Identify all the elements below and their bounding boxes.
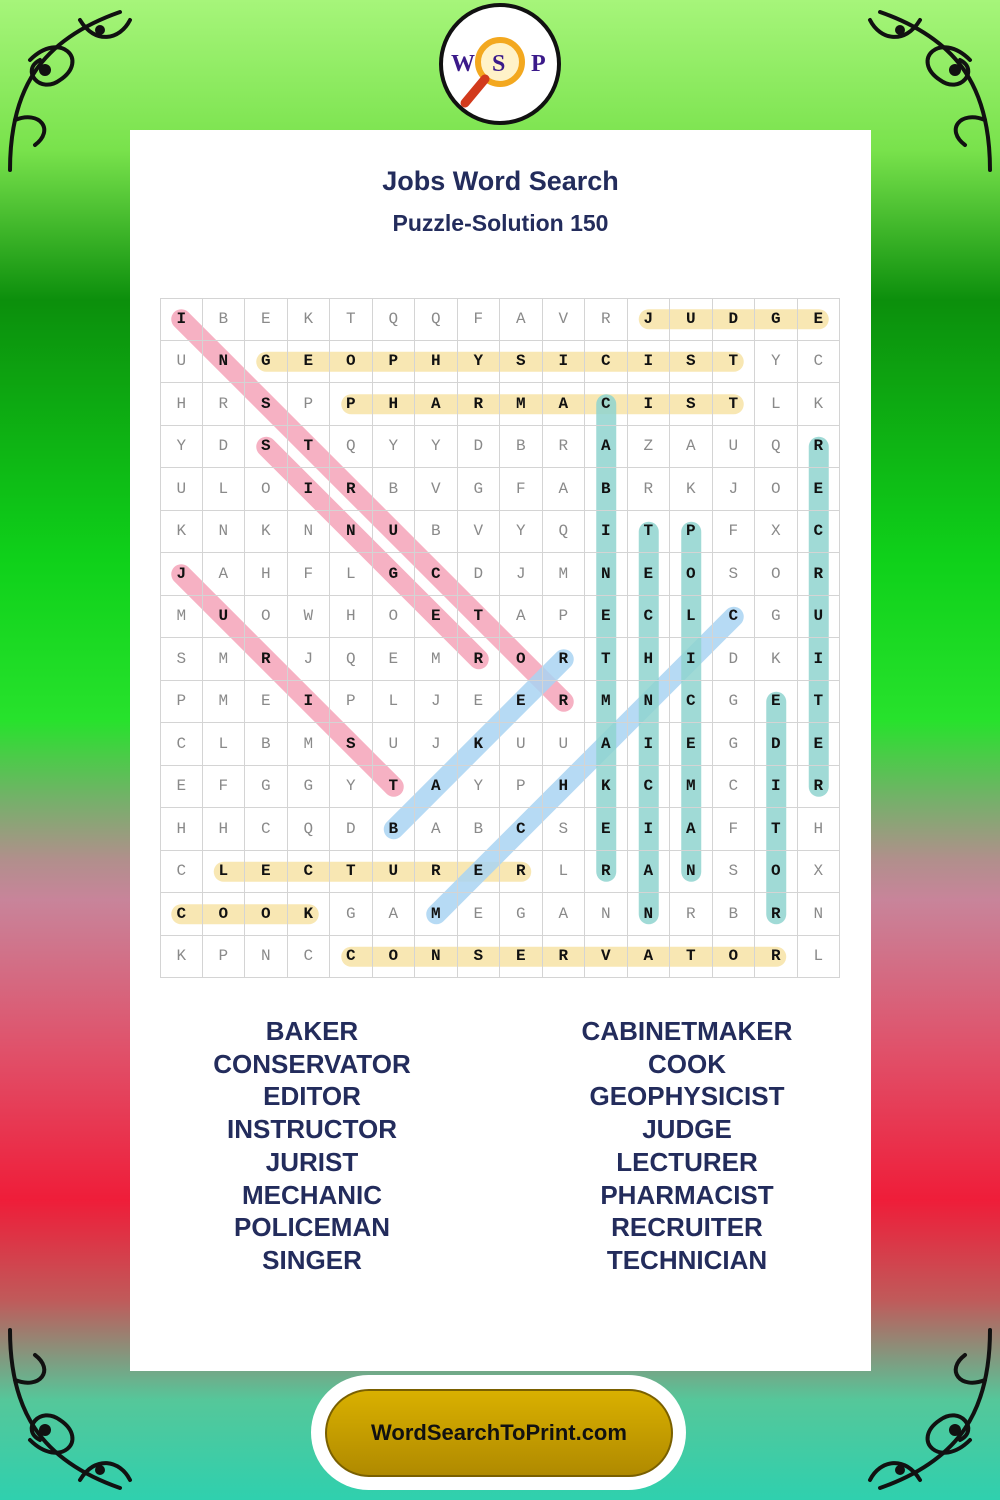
grid-cell: R bbox=[755, 936, 798, 979]
grid-cell: Y bbox=[373, 426, 416, 469]
grid-cell: H bbox=[160, 808, 203, 851]
grid-cell: A bbox=[670, 808, 713, 851]
grid-cell: R bbox=[415, 851, 458, 894]
grid-cell: O bbox=[755, 553, 798, 596]
grid-cell: I bbox=[543, 341, 586, 384]
grid-cell: O bbox=[755, 851, 798, 894]
grid-cell: O bbox=[670, 553, 713, 596]
grid-cell: A bbox=[415, 766, 458, 809]
grid-cell: M bbox=[585, 681, 628, 724]
grid-cell: Q bbox=[755, 426, 798, 469]
grid-cell: H bbox=[628, 638, 671, 681]
grid-cell: J bbox=[288, 638, 331, 681]
grid-cell: G bbox=[713, 681, 756, 724]
grid-cell: F bbox=[500, 468, 543, 511]
puzzle-card bbox=[130, 130, 871, 1371]
grid-cell: K bbox=[670, 468, 713, 511]
grid-cell: X bbox=[798, 851, 841, 894]
grid-cell: M bbox=[415, 638, 458, 681]
grid-cell: V bbox=[415, 468, 458, 511]
grid-cell: N bbox=[203, 341, 246, 384]
grid-cell: Q bbox=[543, 511, 586, 554]
grid-cell: L bbox=[755, 383, 798, 426]
grid-cell: T bbox=[288, 426, 331, 469]
word-list-item: CONSERVATOR bbox=[213, 1048, 411, 1079]
grid-cell: V bbox=[458, 511, 501, 554]
grid-cell: L bbox=[670, 596, 713, 639]
grid-cell: L bbox=[330, 553, 373, 596]
grid-cell: A bbox=[543, 383, 586, 426]
grid-cell: U bbox=[500, 723, 543, 766]
grid-cell: M bbox=[500, 383, 543, 426]
site-logo[interactable] bbox=[439, 3, 561, 125]
word-list-item: LECTURER bbox=[616, 1146, 758, 1177]
grid-cell: T bbox=[373, 766, 416, 809]
grid-cell: L bbox=[798, 936, 841, 979]
grid-cell: A bbox=[670, 426, 713, 469]
grid-cell: A bbox=[585, 426, 628, 469]
grid-cell: S bbox=[330, 723, 373, 766]
grid-cell: C bbox=[798, 511, 841, 554]
grid-cell: E bbox=[798, 468, 841, 511]
page-subtitle: Puzzle-Solution 150 bbox=[392, 210, 609, 236]
grid-cell: G bbox=[755, 596, 798, 639]
grid-cell: E bbox=[288, 341, 331, 384]
grid-cell: H bbox=[245, 553, 288, 596]
grid-cell: A bbox=[628, 851, 671, 894]
grid-cell: R bbox=[458, 638, 501, 681]
grid-cell: N bbox=[288, 511, 331, 554]
grid-cell: A bbox=[373, 893, 416, 936]
grid-cell: Y bbox=[500, 511, 543, 554]
grid-cell: I bbox=[585, 511, 628, 554]
word-list bbox=[130, 1015, 871, 1285]
site-link-button[interactable]: WordSearchToPrint.com bbox=[325, 1389, 673, 1477]
grid-cell: L bbox=[203, 468, 246, 511]
grid-cell: H bbox=[330, 596, 373, 639]
grid-cell: R bbox=[670, 893, 713, 936]
grid-cell: N bbox=[628, 681, 671, 724]
grid-cell: I bbox=[755, 766, 798, 809]
grid-cell: L bbox=[203, 723, 246, 766]
word-list-item: COOK bbox=[648, 1048, 726, 1079]
grid-cell: D bbox=[203, 426, 246, 469]
grid-cell: I bbox=[628, 723, 671, 766]
grid-cell: B bbox=[585, 468, 628, 511]
grid-cell: C bbox=[160, 893, 203, 936]
logo-letter-p: P bbox=[531, 51, 546, 77]
word-grid bbox=[160, 298, 840, 978]
grid-cell: O bbox=[713, 936, 756, 979]
grid-cell: E bbox=[245, 681, 288, 724]
grid-cell: G bbox=[755, 298, 798, 341]
grid-cell: A bbox=[585, 723, 628, 766]
grid-cell: C bbox=[288, 936, 331, 979]
grid-cell: B bbox=[245, 723, 288, 766]
grid-cell: C bbox=[160, 723, 203, 766]
grid-cell: S bbox=[713, 553, 756, 596]
grid-cell: F bbox=[713, 808, 756, 851]
grid-cell: H bbox=[415, 341, 458, 384]
grid-cell: A bbox=[543, 468, 586, 511]
word-list-item: SINGER bbox=[262, 1244, 362, 1275]
grid-cell: R bbox=[585, 851, 628, 894]
grid-cell: T bbox=[755, 808, 798, 851]
word-list-item: GEOPHYSICIST bbox=[589, 1081, 785, 1112]
grid-cell: C bbox=[288, 851, 331, 894]
grid-cell: C bbox=[798, 341, 841, 384]
grid-cell: Q bbox=[373, 298, 416, 341]
grid-cell: H bbox=[543, 766, 586, 809]
grid-cell: L bbox=[203, 851, 246, 894]
grid-cell: C bbox=[330, 936, 373, 979]
grid-cell: Y bbox=[330, 766, 373, 809]
grid-cell: J bbox=[415, 681, 458, 724]
grid-cell: A bbox=[500, 298, 543, 341]
grid-cell: R bbox=[543, 681, 586, 724]
grid-cell: K bbox=[160, 936, 203, 979]
grid-cell: C bbox=[585, 341, 628, 384]
grid-cell: C bbox=[585, 383, 628, 426]
word-list-item: POLICEMAN bbox=[234, 1212, 390, 1243]
grid-cell: S bbox=[160, 638, 203, 681]
grid-cell: Y bbox=[160, 426, 203, 469]
grid-cell: I bbox=[628, 808, 671, 851]
grid-cell: O bbox=[245, 893, 288, 936]
grid-cell: K bbox=[288, 298, 331, 341]
grid-cell: N bbox=[585, 893, 628, 936]
grid-cell: E bbox=[628, 553, 671, 596]
grid-cell: U bbox=[203, 596, 246, 639]
word-list-item: JUDGE bbox=[642, 1114, 732, 1145]
grid-cell: S bbox=[458, 936, 501, 979]
grid-cell: E bbox=[585, 808, 628, 851]
grid-cell: E bbox=[755, 681, 798, 724]
grid-cell: R bbox=[500, 851, 543, 894]
grid-cell: S bbox=[500, 341, 543, 384]
grid-cell: H bbox=[203, 808, 246, 851]
grid-cell: J bbox=[160, 553, 203, 596]
grid-cell: C bbox=[713, 766, 756, 809]
grid-cell: E bbox=[585, 596, 628, 639]
grid-cell: P bbox=[543, 596, 586, 639]
grid-cell: Q bbox=[415, 298, 458, 341]
grid-cell: I bbox=[798, 638, 841, 681]
grid-cell: B bbox=[203, 298, 246, 341]
grid-cell: D bbox=[713, 638, 756, 681]
grid-cell: D bbox=[458, 426, 501, 469]
grid-cell: R bbox=[798, 426, 841, 469]
grid-cell: R bbox=[203, 383, 246, 426]
grid-cell: B bbox=[373, 808, 416, 851]
grid-cell: Q bbox=[288, 808, 331, 851]
grid-cell: I bbox=[670, 638, 713, 681]
grid-cell: C bbox=[713, 596, 756, 639]
grid-cell: J bbox=[713, 468, 756, 511]
grid-cell: N bbox=[330, 511, 373, 554]
grid-cell: R bbox=[543, 426, 586, 469]
word-list-item: EDITOR bbox=[263, 1081, 361, 1112]
grid-cell: K bbox=[245, 511, 288, 554]
grid-cell: R bbox=[245, 638, 288, 681]
grid-cell: H bbox=[160, 383, 203, 426]
grid-cell: A bbox=[415, 383, 458, 426]
grid-cell: U bbox=[373, 723, 416, 766]
grid-cell: M bbox=[203, 681, 246, 724]
grid-cell: B bbox=[713, 893, 756, 936]
grid-cell: V bbox=[585, 936, 628, 979]
grid-cell: M bbox=[543, 553, 586, 596]
grid-cell: C bbox=[628, 596, 671, 639]
grid-cell: I bbox=[288, 468, 331, 511]
grid-cell: E bbox=[373, 638, 416, 681]
grid-cell: M bbox=[203, 638, 246, 681]
grid-cell: U bbox=[798, 596, 841, 639]
grid-cell: F bbox=[203, 766, 246, 809]
grid-cell: A bbox=[500, 596, 543, 639]
grid-cell: K bbox=[755, 638, 798, 681]
grid-cell: F bbox=[713, 511, 756, 554]
grid-cell: T bbox=[713, 383, 756, 426]
grid-cell: I bbox=[288, 681, 331, 724]
grid-cell: R bbox=[330, 468, 373, 511]
grid-cell: O bbox=[500, 638, 543, 681]
grid-cell: O bbox=[755, 468, 798, 511]
grid-cell: T bbox=[330, 851, 373, 894]
grid-cell: E bbox=[798, 298, 841, 341]
grid-cell: L bbox=[543, 851, 586, 894]
grid-cell: P bbox=[203, 936, 246, 979]
grid-cell: T bbox=[585, 638, 628, 681]
grid-cell: A bbox=[628, 936, 671, 979]
grid-cell: I bbox=[160, 298, 203, 341]
grid-cell: N bbox=[245, 936, 288, 979]
grid-cell: P bbox=[330, 383, 373, 426]
grid-cell: E bbox=[245, 851, 288, 894]
grid-cell: P bbox=[670, 511, 713, 554]
grid-cell: C bbox=[245, 808, 288, 851]
grid-cell: O bbox=[373, 596, 416, 639]
grid-cell: K bbox=[288, 893, 331, 936]
grid-cell: D bbox=[330, 808, 373, 851]
grid-cell: E bbox=[160, 766, 203, 809]
grid-cell: P bbox=[330, 681, 373, 724]
word-list-item: PHARMACIST bbox=[600, 1179, 774, 1210]
grid-cell: K bbox=[160, 511, 203, 554]
grid-cell: N bbox=[585, 553, 628, 596]
grid-cell: A bbox=[415, 808, 458, 851]
grid-cell: E bbox=[458, 851, 501, 894]
grid-cell: E bbox=[500, 936, 543, 979]
grid-cell: T bbox=[798, 681, 841, 724]
grid-cell: X bbox=[755, 511, 798, 554]
grid-cell: E bbox=[458, 681, 501, 724]
grid-cell: U bbox=[543, 723, 586, 766]
grid-cell: O bbox=[245, 468, 288, 511]
grid-cell: S bbox=[245, 383, 288, 426]
grid-cell: O bbox=[203, 893, 246, 936]
grid-cell: Y bbox=[458, 341, 501, 384]
grid-cell: C bbox=[160, 851, 203, 894]
grid-cell: R bbox=[458, 383, 501, 426]
grid-cell: Y bbox=[755, 341, 798, 384]
grid-cell: P bbox=[288, 383, 331, 426]
grid-cell: S bbox=[543, 808, 586, 851]
grid-cell: E bbox=[798, 723, 841, 766]
grid-cell: G bbox=[500, 893, 543, 936]
grid-cell: T bbox=[670, 936, 713, 979]
word-list-item: TECHNICIAN bbox=[606, 1244, 768, 1275]
grid-cell: J bbox=[415, 723, 458, 766]
grid-cell: E bbox=[670, 723, 713, 766]
grid-cell: S bbox=[670, 383, 713, 426]
grid-cell: E bbox=[500, 681, 543, 724]
grid-cell: C bbox=[415, 553, 458, 596]
grid-cell: J bbox=[500, 553, 543, 596]
grid-cell: G bbox=[245, 341, 288, 384]
grid-cell: R bbox=[543, 936, 586, 979]
grid-cell: K bbox=[585, 766, 628, 809]
grid-cell: M bbox=[288, 723, 331, 766]
grid-cell: K bbox=[458, 723, 501, 766]
grid-cell: N bbox=[203, 511, 246, 554]
grid-cell: Q bbox=[330, 426, 373, 469]
grid-cell: N bbox=[415, 936, 458, 979]
grid-cell: Y bbox=[415, 426, 458, 469]
grid-cell: C bbox=[500, 808, 543, 851]
grid-cell: R bbox=[798, 766, 841, 809]
word-list-item: JURIST bbox=[265, 1146, 359, 1177]
grid-cell: A bbox=[203, 553, 246, 596]
grid-cell: G bbox=[713, 723, 756, 766]
grid-cell: F bbox=[288, 553, 331, 596]
grid-cell: E bbox=[245, 298, 288, 341]
grid-cell: D bbox=[713, 298, 756, 341]
grid-cell: R bbox=[755, 893, 798, 936]
grid-cell: V bbox=[543, 298, 586, 341]
grid-cell: E bbox=[458, 893, 501, 936]
grid-cell: G bbox=[373, 553, 416, 596]
grid-cell: S bbox=[670, 341, 713, 384]
word-list-item: INSTRUCTOR bbox=[227, 1114, 397, 1145]
grid-cell: I bbox=[628, 383, 671, 426]
word-list-item: BAKER bbox=[265, 1016, 359, 1046]
grid-cell: N bbox=[628, 893, 671, 936]
grid-cell: P bbox=[500, 766, 543, 809]
grid-cell: B bbox=[373, 468, 416, 511]
grid-cell: T bbox=[713, 341, 756, 384]
grid-cell: Z bbox=[628, 426, 671, 469]
grid-cell: U bbox=[713, 426, 756, 469]
logo-letter-w: W bbox=[451, 51, 475, 77]
grid-cell: D bbox=[458, 553, 501, 596]
word-list-item: MECHANIC bbox=[241, 1179, 383, 1210]
grid-cell: E bbox=[415, 596, 458, 639]
grid-cell: O bbox=[330, 341, 373, 384]
grid-cell: L bbox=[373, 681, 416, 724]
grid-cell: M bbox=[160, 596, 203, 639]
grid-cell: B bbox=[500, 426, 543, 469]
grid-cell: H bbox=[798, 808, 841, 851]
grid-cell: G bbox=[288, 766, 331, 809]
grid-cell: S bbox=[713, 851, 756, 894]
word-list-left-column bbox=[127, 1015, 497, 1277]
grid-cell: N bbox=[798, 893, 841, 936]
grid-cell: D bbox=[755, 723, 798, 766]
grid-cell: P bbox=[160, 681, 203, 724]
grid-cell: W bbox=[288, 596, 331, 639]
grid-cell: U bbox=[670, 298, 713, 341]
grid-cell: N bbox=[670, 851, 713, 894]
grid-cell: R bbox=[628, 468, 671, 511]
grid-cell: U bbox=[373, 511, 416, 554]
grid-cell: G bbox=[458, 468, 501, 511]
grid-cell: T bbox=[458, 596, 501, 639]
grid-cell: R bbox=[585, 298, 628, 341]
grid-cell: T bbox=[330, 298, 373, 341]
grid-cell: G bbox=[330, 893, 373, 936]
grid-cell: B bbox=[458, 808, 501, 851]
word-list-right-column bbox=[502, 1015, 872, 1277]
grid-cell: H bbox=[373, 383, 416, 426]
grid-cell: O bbox=[373, 936, 416, 979]
grid-cell: G bbox=[245, 766, 288, 809]
grid-cell: R bbox=[798, 553, 841, 596]
grid-cell: A bbox=[543, 893, 586, 936]
grid-cell: R bbox=[543, 638, 586, 681]
letter-grid bbox=[160, 298, 840, 978]
grid-cell: U bbox=[160, 341, 203, 384]
grid-cell: M bbox=[670, 766, 713, 809]
grid-cell: C bbox=[628, 766, 671, 809]
word-list-item: CABINETMAKER bbox=[581, 1016, 793, 1046]
grid-cell: U bbox=[160, 468, 203, 511]
grid-cell: F bbox=[458, 298, 501, 341]
grid-cell: U bbox=[373, 851, 416, 894]
grid-cell: M bbox=[415, 893, 458, 936]
grid-cell: K bbox=[798, 383, 841, 426]
grid-cell: T bbox=[628, 511, 671, 554]
grid-cell: C bbox=[670, 681, 713, 724]
grid-cell: S bbox=[245, 426, 288, 469]
grid-cell: J bbox=[628, 298, 671, 341]
grid-cell: O bbox=[245, 596, 288, 639]
grid-cell: P bbox=[373, 341, 416, 384]
logo-letter-s: S bbox=[492, 51, 506, 77]
grid-cell: Y bbox=[458, 766, 501, 809]
grid-cell: B bbox=[415, 511, 458, 554]
grid-cell: I bbox=[628, 341, 671, 384]
page-title: Jobs Word Search bbox=[382, 166, 619, 196]
word-list-item: RECRUITER bbox=[611, 1212, 763, 1243]
grid-cell: Q bbox=[330, 638, 373, 681]
